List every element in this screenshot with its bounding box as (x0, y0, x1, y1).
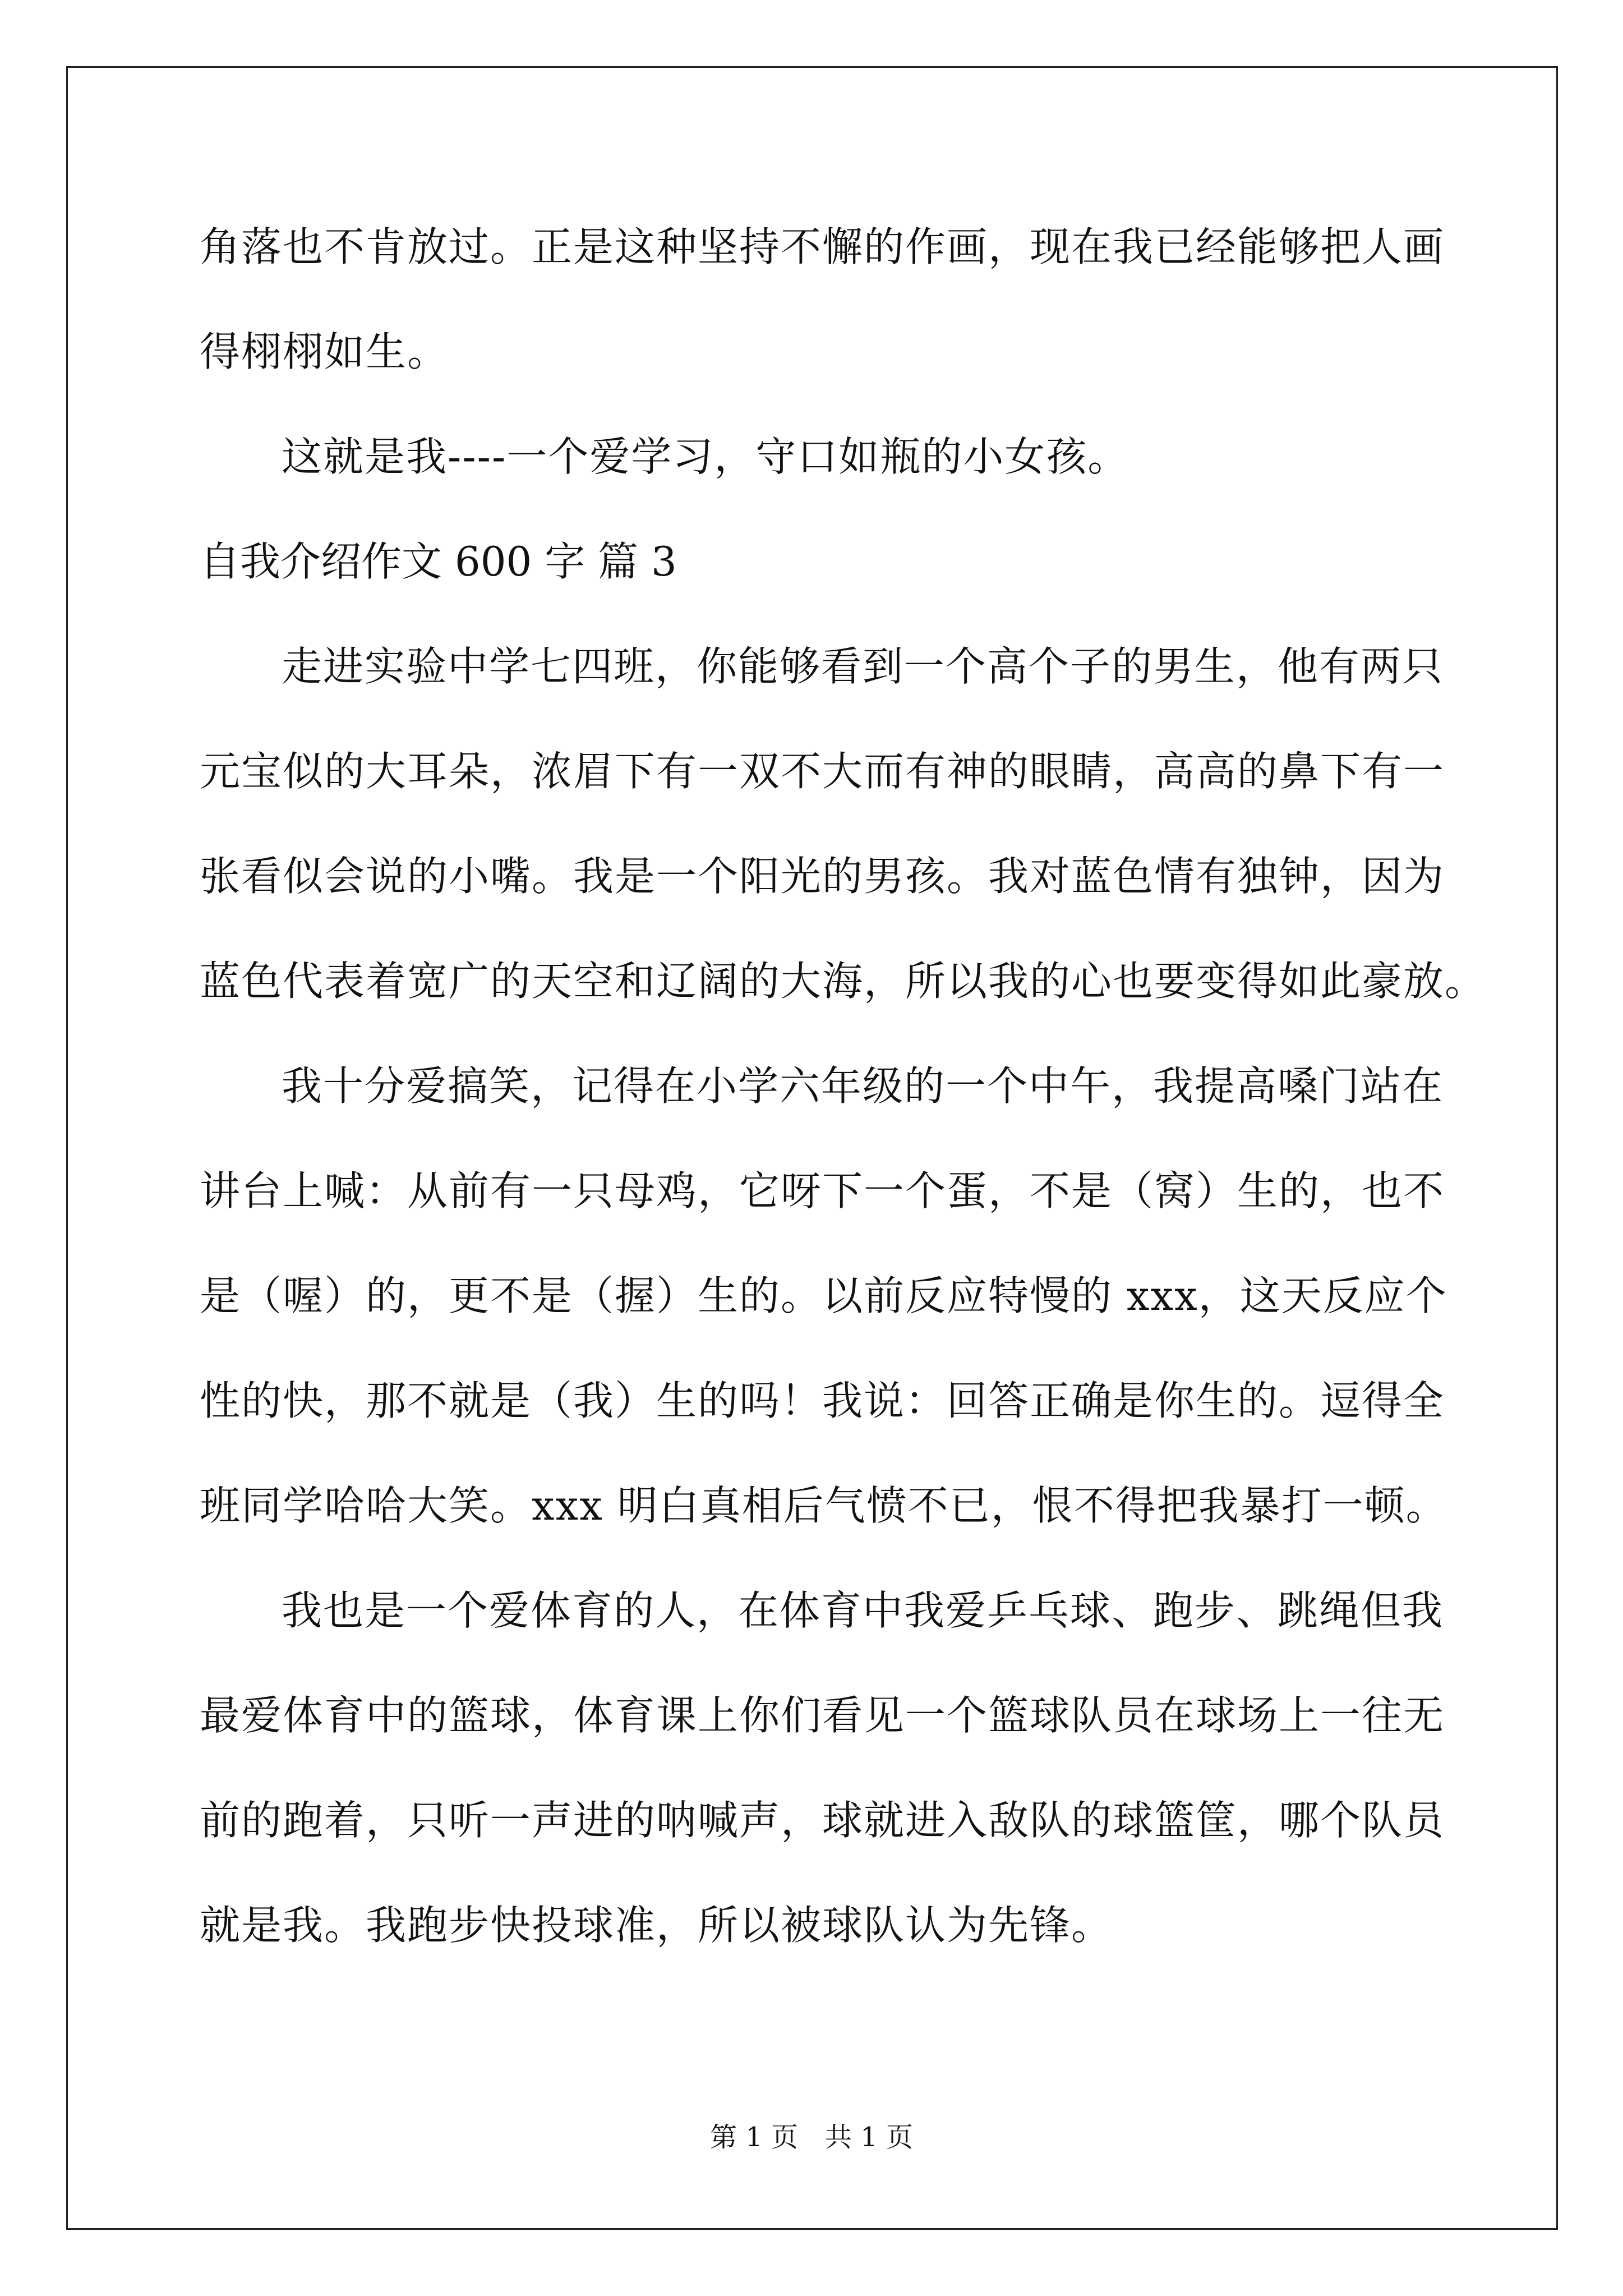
page-footer (0, 2120, 1623, 2154)
paragraph-line: 我十分爱搞笑，记得在小学六年级的一个中午，我提高嗓门站在 (282, 1062, 1444, 1110)
paragraph-line: 蓝色代表着宽广的天空和辽阔的大海，所以我的心也要变得如此豪放。 (200, 958, 1487, 1005)
document-body (200, 213, 1487, 1996)
section-heading: 自我介绍作文 600 字 篇 3 (200, 538, 677, 585)
paragraph-line: 张看似会说的小嘴。我是一个阳光的男孩。我对蓝色情有独钟，因为 (200, 853, 1445, 900)
paragraph-line: 最爱体育中的篮球，体育课上你们看见一个篮球队员在球场上一往无 (200, 1692, 1445, 1739)
page-number-current: 第 1 页 (709, 2122, 798, 2153)
paragraph-line: 前的跑着，只听一声进的呐喊声，球就进入敌队的球篮筐，哪个队员 (200, 1797, 1445, 1844)
paragraph-line: 讲台上喊：从前有一只母鸡，它呀下一个蛋，不是（窝）生的，也不 (200, 1167, 1445, 1214)
paragraph-line: 元宝似的大耳朵，浓眉下有一双不大而有神的眼睛，高高的鼻下有一 (200, 748, 1445, 795)
paragraph-line: 班同学哈哈大笑。xxx 明白真相后气愤不已，恨不得把我暴打一顿。 (200, 1482, 1447, 1529)
paragraph-line: 走进实验中学七四班，你能够看到一个高个子的男生，他有两只 (282, 643, 1444, 690)
paragraph-line: 是（喔）的，更不是（握）生的。以前反应特慢的 xxx，这天反应个 (200, 1272, 1447, 1319)
paragraph-line: 性的快，那不就是（我）生的吗！我说：回答正确是你生的。逗得全 (200, 1377, 1445, 1424)
paragraph-line: 角落也不肯放过。正是这种坚持不懈的作画，现在我已经能够把人画 (200, 223, 1445, 270)
paragraph-line: 得栩栩如生。 (200, 328, 449, 375)
paragraph-line: 我也是一个爱体育的人，在体育中我爱乒乓球、跑步、跳绳但我 (282, 1587, 1444, 1634)
paragraph-line: 这就是我----一个爱学习，守口如瓶的小女孩。 (282, 433, 1129, 480)
paragraph-line: 就是我。我跑步快投球准，所以被球队认为先锋。 (200, 1902, 1113, 1949)
page-number-total: 共 1 页 (825, 2122, 914, 2153)
